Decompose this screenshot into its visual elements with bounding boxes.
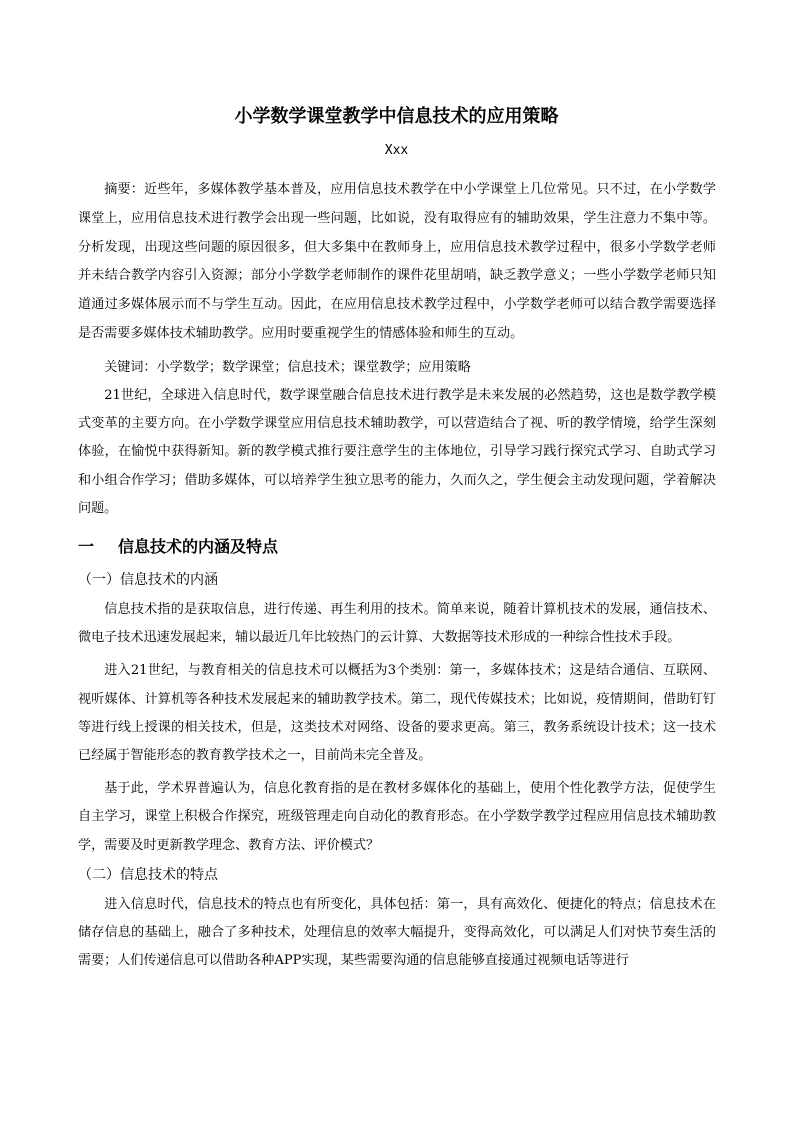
keywords-line: 关键词：小学数学；数学课堂；信息技术；课堂教学；应用策略: [104, 359, 471, 375]
section-title: 信息技术的内涵及特点: [118, 537, 279, 556]
paragraph: 进入21世纪，与教育相关的信息技术可以概括为3个类别：第一，多媒体技术；这是结合通信、互联网、视听媒体、计算机等各种技术发展起来的辅助教学技术。第二，现代传媒技术；比如说，疫情期间，借助钉钉等进行线上授课的相关技术，但是，这类技术对网络、设备的要求更高。第三，教务系统设计技术；这一技术已经属于智能形态的教育教学技术之一，目前尚未完全普及。: [78, 663, 716, 764]
paragraph: 基于此，学术界普遍认为，信息化教育指的是在教材多媒体化的基础上，使用个性化教学方法，促使学生自主学习，课堂上积极合作探究，班级管理走向自动化的教育形态。在小学数学教学过程应用信息技术辅助教学，需要及时更新教学理念、教育方法、评价模式？: [78, 781, 716, 853]
subsection-heading-connotation: （一）信息技术的内涵: [78, 572, 218, 588]
section-heading: [78, 529, 716, 565]
abstract-paragraph: 摘要：近些年，多媒体教学基本普及，应用信息技术教学在中小学课堂上几位常见。只不过，在小学数学课堂上，应用信息技术进行教学会出现一些问题，比如说，没有取得应有的辅助效果，学生注意力不集中等。分析发现，出现这些问题的原因很多，但大多集中在教师身上，应用信息技术教学过程中，很多小学数学老师并未结合教学内容引入资源；部分小学数学老师制作的课件花里胡哨，缺乏教学意义；一些小学数学老师只知道通过多媒体展示而不与学生互动。因此，在应用信息技术教学过程中，小学数学老师可以结合教学需要选择是否需要多媒体技术辅助教学。应用时要重视学生的情感体验和师生的互动。: [78, 182, 716, 341]
paper-title: 小学数学课堂教学中信息技术的应用策略: [234, 106, 559, 127]
subsection-heading-features: （二）信息技术的特点: [78, 866, 218, 883]
intro-paragraph: 21世纪，全球进入信息时代，数学课堂融合信息技术进行教学是未来发展的必然趋势，这也是数学教学模式变革的主要方向。在小学数学课堂应用信息技术辅助教学，可以营造结合了视、听的教学情境，给学生深刻体验，在愉悦中获得新知。新的教学模式推行要注意学生的主体地位，引导学习践行探究式学习、自助式学习和小组合作学习；借助多媒体，可以培养学生独立思考的能力，久而久之，学生便会主动发现问题，学着解决问题。: [78, 387, 716, 516]
author-name: Xxx: [384, 143, 409, 158]
section-number: 一: [78, 537, 95, 556]
paper-body: [78, 176, 716, 975]
paragraph: 进入信息时代，信息技术的特点也有所变化，具体包括：第一，具有高效化、便捷化的特点；信息技术在储存信息的基础上，融合了多种技术，处理信息的效率大幅提升，变得高效化，可以满足人们对快节奏生活的需要；人们传递信息可以借助各种APP实现，某些需要沟通的信息能够直接通过视频电话等进行: [78, 896, 716, 969]
paragraph: 信息技术指的是获取信息，进行传递、再生利用的技术。简单来说，随着计算机技术的发展，通信技术、微电子技术迅速发展起来，辅以最近几年比较热门的云计算、大数据等技术形成的一种综合性技术手段。: [78, 602, 716, 646]
